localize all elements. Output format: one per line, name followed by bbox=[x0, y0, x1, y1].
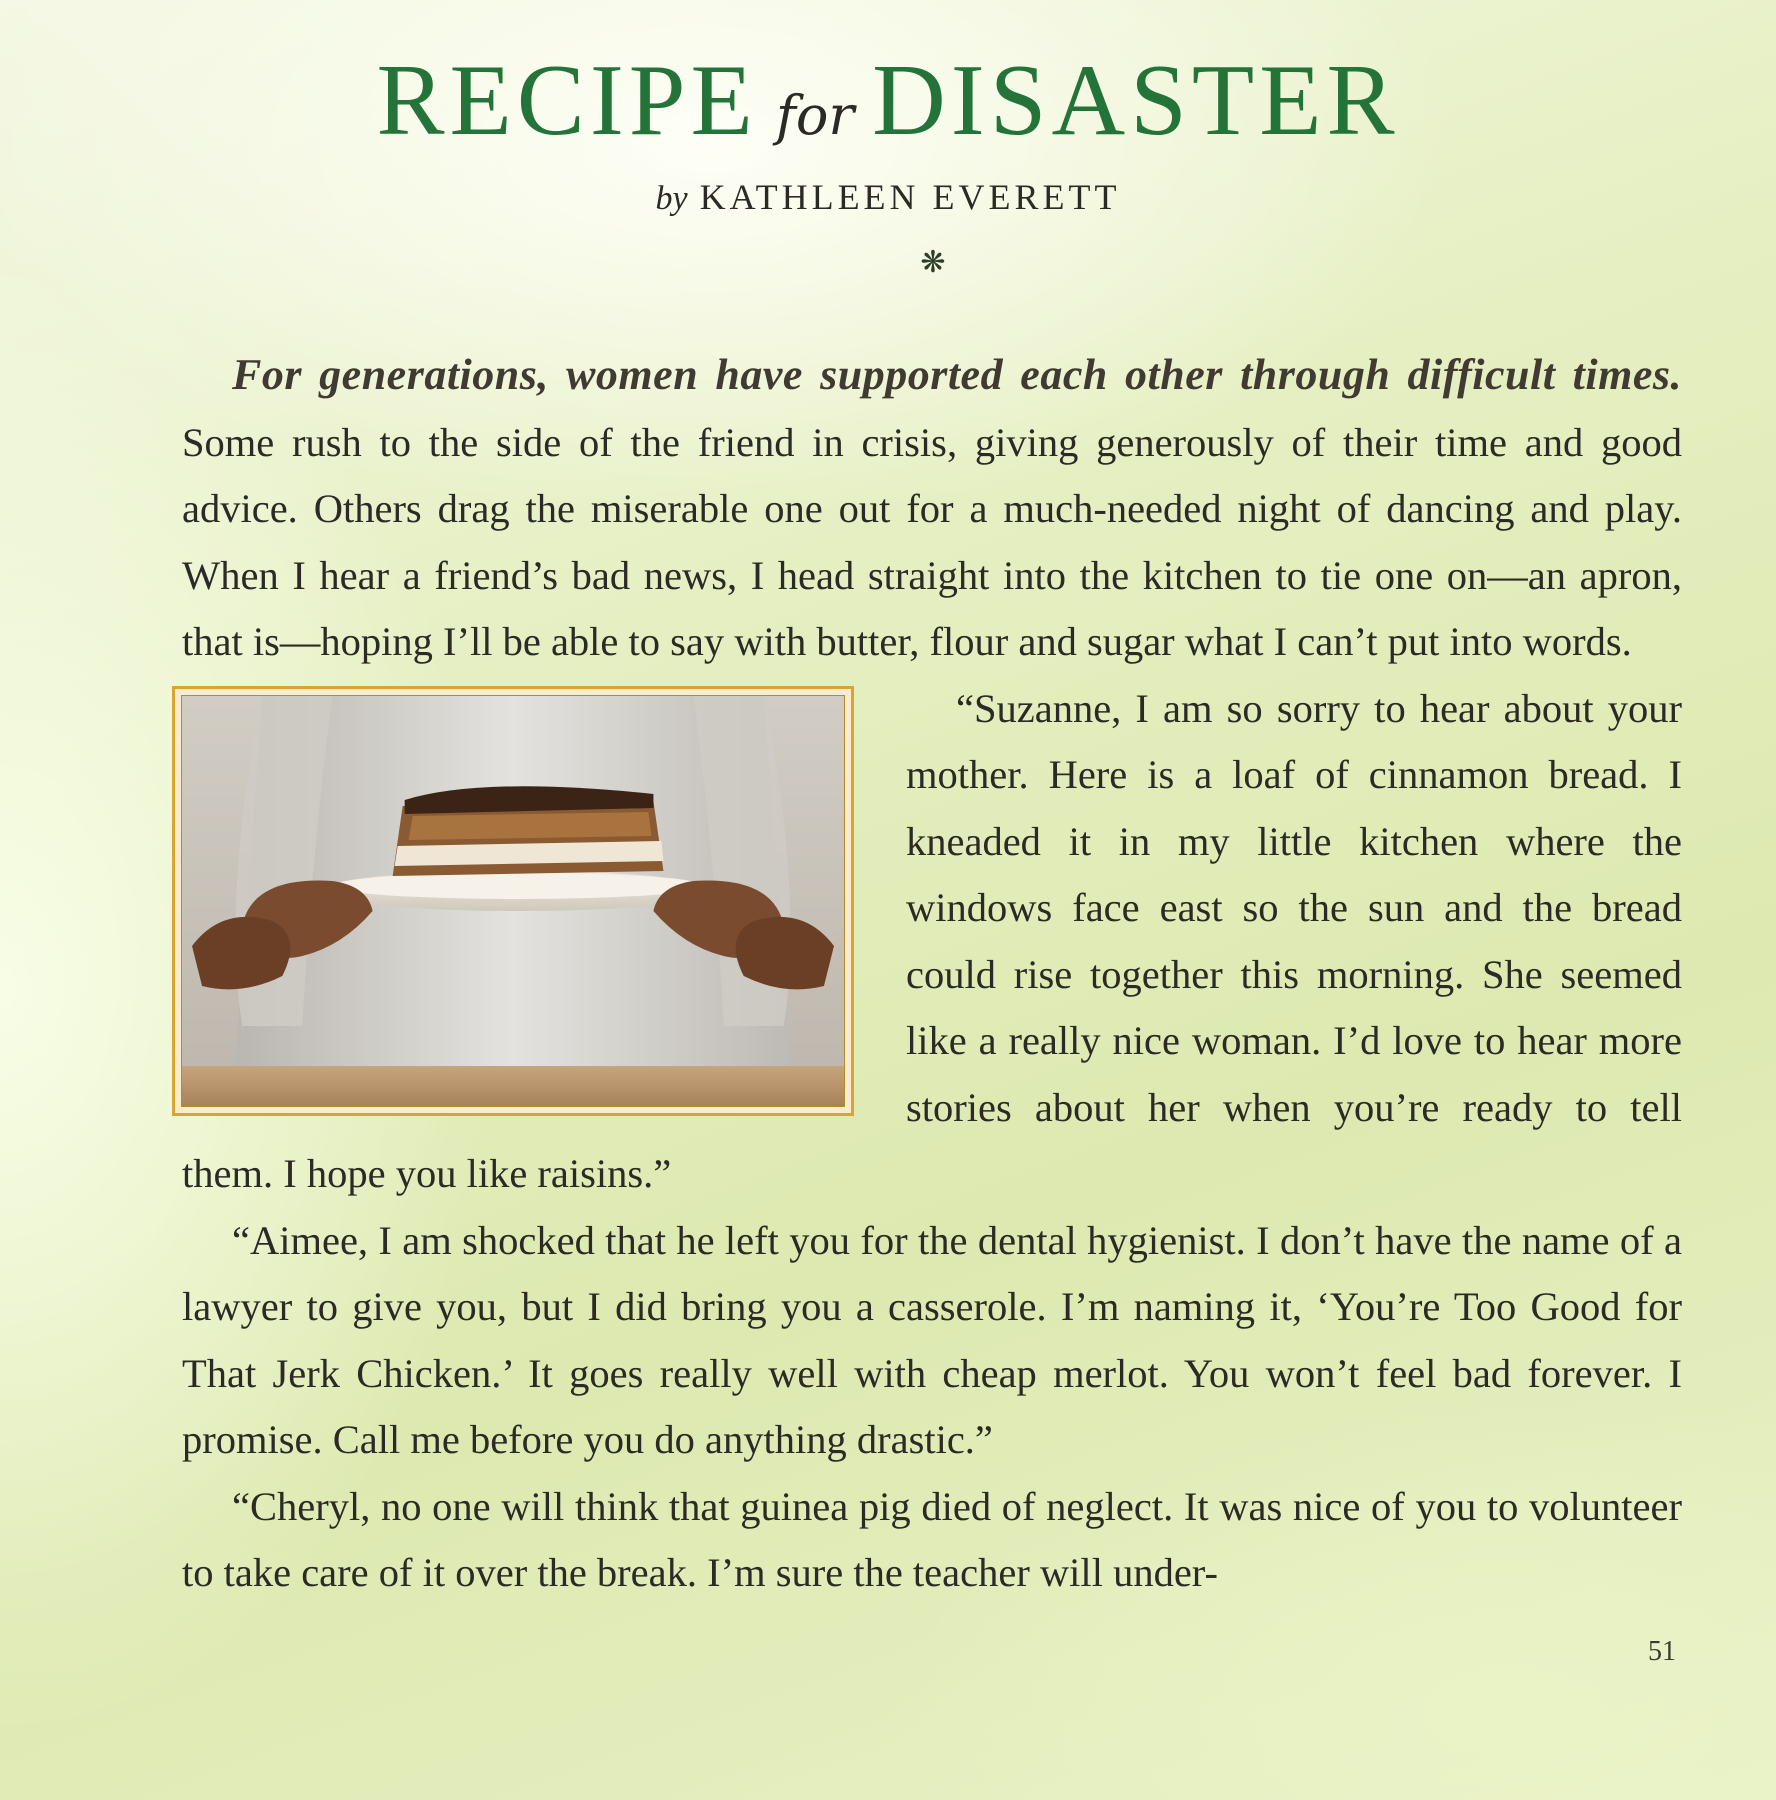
paragraph-1-text: Some rush to the side of the friend in crisis, giving generously of their time and good advice. Others drag the miserable one out for a much-needed night of dancing and play. When I hear a friend’s bad news, I head straight into the kitchen to tie one on—an apron, that is—hoping I’ll be able to say with butter, flour and sugar what I can’t put into words. bbox=[182, 419, 1682, 664]
paragraph-4: “Cheryl, no one will think that guinea pig died of neglect. It was nice of you to volunteer to take care of it over the break. I’m sure the teacher will under- bbox=[182, 1483, 1682, 1595]
page-number: 51 bbox=[1648, 1636, 1676, 1667]
author-name: KATHLEEN EVERETT bbox=[699, 177, 1121, 217]
paragraph-3: “Aimee, I am shocked that he left you for the dental hygienist. I don’t have the name of a lawyer to give you, but I did bring you a casserole. I’m naming it, ‘You’re Too Good for That Jerk Chicken.’ It goes really well with cheap merlot. You won’t feel bad forever. I promise. Call me before you do anything drastic.” bbox=[182, 1217, 1682, 1462]
title-recipe: RECIPE bbox=[376, 44, 758, 157]
snowflake-ornament-icon: ❋ bbox=[920, 246, 946, 279]
cake-photo-frame bbox=[172, 686, 854, 1116]
page-title bbox=[0, 44, 1776, 157]
paragraph-2: “Suzanne, I am so sorry to hear about your mother. Here is a loaf of cinnamon bread. I kneaded it in my little kitchen where the windows face east so the sun and the bread could rise together this morning. She seemed like a really nice woman. I’d love to hear more stories about her when you’re ready to tell them. I hope you like raisins.” bbox=[182, 685, 1682, 1196]
paragraph-1 bbox=[182, 342, 1682, 676]
title-disaster: DISASTER bbox=[872, 44, 1400, 157]
title-for: for bbox=[775, 84, 855, 147]
cake-on-plate-photo-icon bbox=[181, 695, 845, 1107]
article-body bbox=[182, 342, 1682, 1607]
byline-prefix: by bbox=[655, 180, 688, 217]
lead-in-text: For generations, women have supported each other through difficult times. bbox=[232, 350, 1682, 399]
byline bbox=[0, 176, 1776, 218]
cake-photo-illustration bbox=[182, 696, 844, 1106]
